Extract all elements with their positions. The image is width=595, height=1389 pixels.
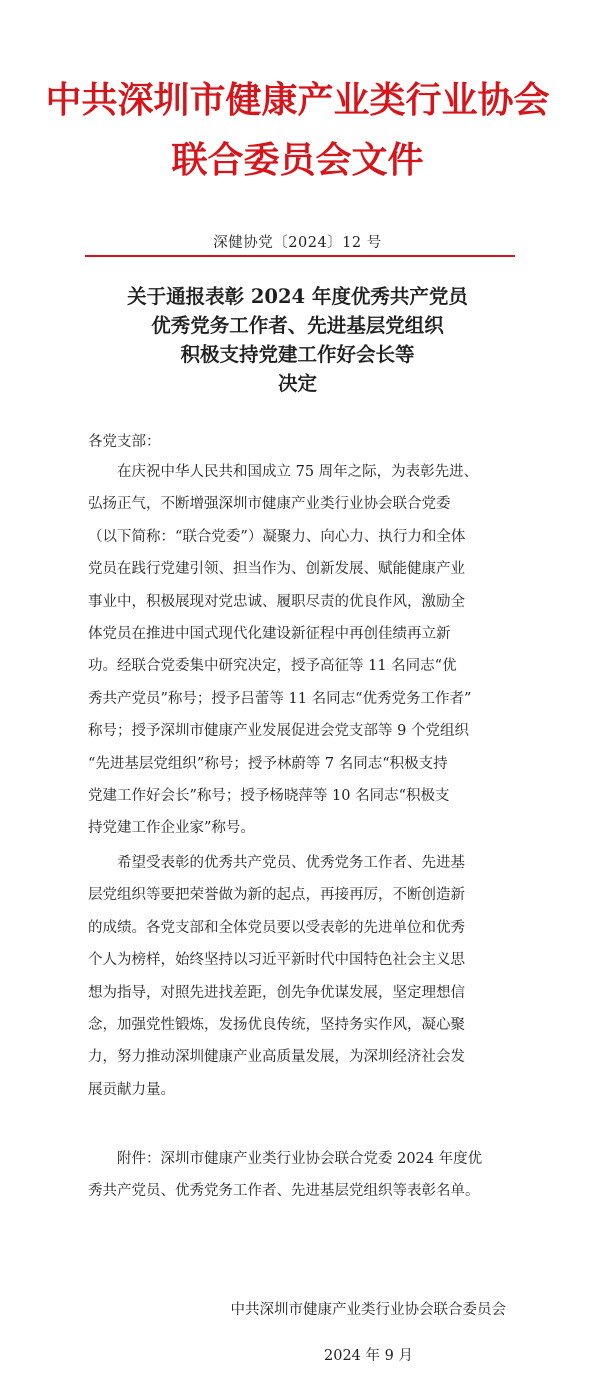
paragraph-line: 事业中，积极展现对党忠诚、履职尽责的优良作风，激励全 [88,593,465,610]
paragraph-line: 党员在践行党建引领、担当作为、创新发展、赋能健康产业 [88,561,465,578]
signature-organization: 中共深圳市健康产业类行业协会联合委员会 [230,1302,506,1318]
header-title-line2: 联合委员会文件 [171,139,424,181]
paragraph-line: 弘扬正气，不断增强深圳市健康产业类行业协会联合党委 [88,496,451,513]
document-title-line: 积极支持党建工作好会长等 [180,343,415,366]
paragraph-line: 秀共产党员”称号；授予吕蕾等 11 名同志“优秀党务工作者” [88,690,472,707]
paragraph-line: 念，加强党性锻炼，发扬优良传统，坚持务实作风，凝心聚 [88,1017,465,1034]
paragraph-line: 的成绩。各党支部和全体党员要以受表彰的先进单位和优秀 [88,919,465,936]
paragraph-line: 体党员在推进中国式现代化建设新征程中再创佳绩再立新 [88,626,451,643]
attachment-paragraph [88,1143,518,1208]
paragraph-line: 功。经联合党委集中研究决定，授予高征等 11 名同志“优 [88,658,457,675]
paragraph-line: 党建工作好会长”称号；授予杨晓萍等 10 名同志“积极支 [88,788,450,805]
red-divider-line [85,255,515,257]
paragraph-line: 在庆祝中华人民共和国成立 75 周年之际，为表彰先进、 [88,464,479,480]
paragraph-line: 称号；授予深圳市健康产业发展促进会党支部等 9 个党组织 [88,723,469,740]
paragraph-line: 个人为榜样，始终坚持以习近平新时代中国特色社会主义思 [88,952,465,969]
paragraph-line: “先进基层党组织”称号；授予林蔚等 7 名同志“积极支持 [88,755,448,772]
body-paragraph-1 [88,456,518,845]
paragraph-line: 秀共产党员、优秀党务工作者、先进基层党组织等表彰名单。 [88,1183,480,1200]
paragraph-line: 力，努力推动深圳健康产业高质量发展，为深圳经济社会发 [88,1049,465,1066]
document-title-line: 关于通报表彰 2024 年度优秀共产党员 [127,285,468,308]
paragraph-line: 展贡献力量。 [88,1081,175,1098]
document-number: 深健协党〔2024〕12 号 [213,235,382,251]
salutation: 各党支部： [88,434,161,450]
document-title-line: 决定 [277,372,317,395]
document-title-line: 优秀党务工作者、先进基层党组织 [151,314,444,337]
paragraph-line: 想为指导，对照先进找差距，创先争优谋发展，坚定理想信 [88,984,465,1001]
header-title-line1: 中共深圳市健康产业类行业协会 [45,79,550,121]
paragraph-line: 附件：深圳市健康产业类行业协会联合党委 2024 年度优 [88,1151,483,1167]
paragraph-line: （以下简称：“联合党委”）凝聚力、向心力、执行力和全体 [88,528,466,545]
signature-date: 2024 年 9 月 [324,1348,413,1364]
paragraph-line: 层党组织等要把荣誉做为新的起点，再接再厉，不断创造新 [88,887,465,904]
paragraph-line: 持党建工作企业家”称号。 [88,820,255,837]
document-title [0,282,595,398]
paragraph-line: 希望受表彰的优秀共产党员、优秀党务工作者、先进基 [88,855,465,871]
body-paragraph-2 [88,847,518,1106]
